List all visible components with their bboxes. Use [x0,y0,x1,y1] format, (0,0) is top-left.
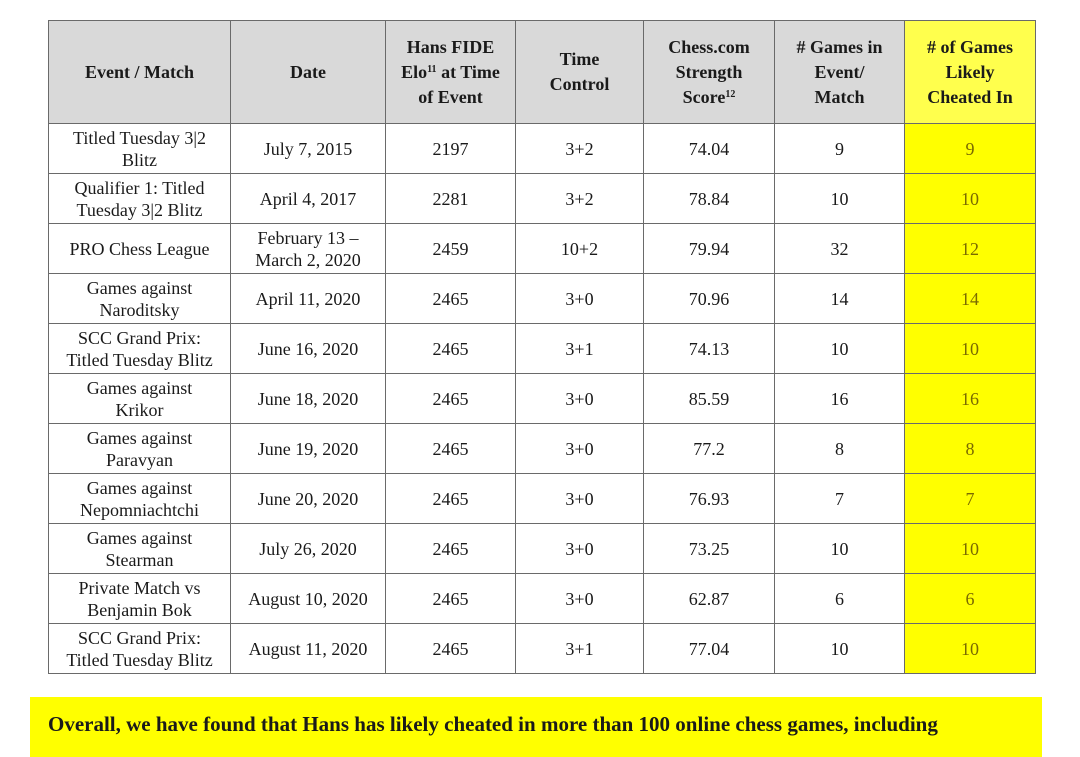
cell-score: 77.04 [644,624,775,674]
cell-time: 10+2 [516,224,644,274]
cell-cheated: 12 [905,224,1036,274]
cell-time: 3+2 [516,174,644,224]
cell-score: 79.94 [644,224,775,274]
cell-event: Qualifier 1: Titled Tuesday 3|2 Blitz [49,174,231,224]
cell-date: April 11, 2020 [231,274,386,324]
cell-games: 8 [775,424,905,474]
cell-score: 76.93 [644,474,775,524]
cell-cheated: 9 [905,124,1036,174]
cell-score: 85.59 [644,374,775,424]
cell-elo: 2197 [386,124,516,174]
cell-cheated: 16 [905,374,1036,424]
cell-elo: 2465 [386,624,516,674]
cell-event: Titled Tuesday 3|2 Blitz [49,124,231,174]
cell-score: 73.25 [644,524,775,574]
table-row [49,524,1036,574]
table-row [49,124,1036,174]
cell-event: SCC Grand Prix: Titled Tuesday Blitz [49,624,231,674]
cell-elo: 2459 [386,224,516,274]
cell-date: June 16, 2020 [231,324,386,374]
cell-games: 10 [775,524,905,574]
cell-time: 3+0 [516,474,644,524]
cell-date: February 13 – March 2, 2020 [231,224,386,274]
cell-games: 16 [775,374,905,424]
cell-cheated: 7 [905,474,1036,524]
summary-text: Overall, we have found that Hans has likely cheated in more than 100 online chess games, including [48,712,938,736]
cell-elo: 2465 [386,524,516,574]
table-row [49,424,1036,474]
cell-elo: 2465 [386,324,516,374]
cell-event: SCC Grand Prix: Titled Tuesday Blitz [49,324,231,374]
header-date: Date [231,21,386,124]
cell-cheated: 10 [905,174,1036,224]
cell-score: 74.13 [644,324,775,374]
cell-date: June 20, 2020 [231,474,386,524]
header-strength-score: Chess.com Strength Score$^{12}$ [644,21,775,124]
cell-date: July 26, 2020 [231,524,386,574]
table-row [49,324,1036,374]
results-table [48,20,1036,674]
cell-date: June 18, 2020 [231,374,386,424]
cell-time: 3+2 [516,124,644,174]
cell-score: 74.04 [644,124,775,174]
cell-games: 10 [775,624,905,674]
cell-date: July 7, 2015 [231,124,386,174]
cell-cheated: 10 [905,624,1036,674]
table-row [49,574,1036,624]
cell-score: 62.87 [644,574,775,624]
table-row [49,224,1036,274]
cell-cheated: 6 [905,574,1036,624]
cell-games: 32 [775,224,905,274]
table-body [49,124,1036,674]
cell-event: Private Match vs Benjamin Bok [49,574,231,624]
cell-elo: 2281 [386,174,516,224]
header-time-control: Time Control [516,21,644,124]
table-row [49,474,1036,524]
cell-cheated: 14 [905,274,1036,324]
header-row [49,21,1036,124]
cell-games: 7 [775,474,905,524]
cell-event: Games against Paravyan [49,424,231,474]
cell-games: 10 [775,324,905,374]
cell-games: 6 [775,574,905,624]
cell-games: 14 [775,274,905,324]
cell-cheated: 10 [905,524,1036,574]
cell-event: Games against Naroditsky [49,274,231,324]
table-row [49,624,1036,674]
header-event: Event / Match [49,21,231,124]
cell-games: 9 [775,124,905,174]
cell-elo: 2465 [386,574,516,624]
cell-time: 3+0 [516,374,644,424]
cell-cheated: 8 [905,424,1036,474]
cell-games: 10 [775,174,905,224]
cell-time: 3+1 [516,324,644,374]
summary-highlight [30,697,1042,757]
header-elo: Hans FIDE Elo$^{11}$ at Time of Event [386,21,516,124]
cell-date: August 10, 2020 [231,574,386,624]
cell-score: 77.2 [644,424,775,474]
cell-date: June 19, 2020 [231,424,386,474]
cell-event: Games against Nepomniachtchi [49,474,231,524]
cell-elo: 2465 [386,374,516,424]
cell-event: PRO Chess League [49,224,231,274]
cell-time: 3+0 [516,274,644,324]
table-row [49,374,1036,424]
cell-event: Games against Stearman [49,524,231,574]
cell-time: 3+1 [516,624,644,674]
cell-time: 3+0 [516,424,644,474]
cell-date: April 4, 2017 [231,174,386,224]
table-row [49,174,1036,224]
cell-time: 3+0 [516,574,644,624]
cell-score: 78.84 [644,174,775,224]
cell-date: August 11, 2020 [231,624,386,674]
header-games-cheated: # of Games Likely Cheated In [905,21,1036,124]
cell-score: 70.96 [644,274,775,324]
cell-elo: 2465 [386,474,516,524]
cell-elo: 2465 [386,274,516,324]
header-games-count: # Games in Event/ Match [775,21,905,124]
cell-cheated: 10 [905,324,1036,374]
cell-event: Games against Krikor [49,374,231,424]
cell-time: 3+0 [516,524,644,574]
cell-elo: 2465 [386,424,516,474]
table-row [49,274,1036,324]
